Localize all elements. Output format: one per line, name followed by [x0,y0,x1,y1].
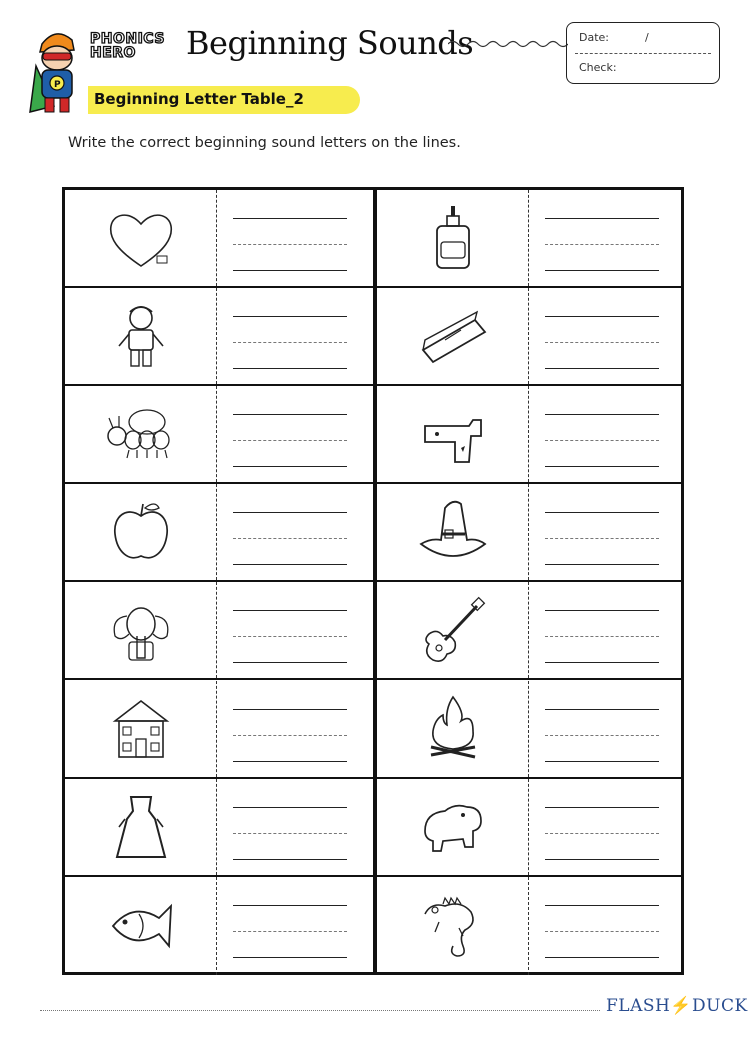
picture-box [65,190,217,286]
writing-lines[interactable] [545,190,665,286]
date-check-box [566,22,720,84]
writing-lines[interactable] [545,288,665,384]
writing-lines[interactable] [233,190,353,286]
caterpillar-icon [103,396,179,472]
worksheet-cell [377,190,681,288]
writing-line-bottom [545,662,659,663]
writing-line-mid [545,636,659,637]
writing-lines[interactable] [233,779,353,875]
writing-line-bottom [233,270,347,271]
dress-icon [103,789,179,865]
writing-line-top [233,610,347,611]
writing-line-top [233,218,347,219]
worksheet-grid [62,187,684,975]
writing-lines[interactable] [545,877,665,975]
writing-line-mid [545,538,659,539]
worksheet-cell [65,484,373,582]
glue-icon [415,200,491,276]
writing-line-mid [545,833,659,834]
writing-line-mid [233,244,347,245]
worksheet-cell [377,386,681,484]
writing-line-top [545,709,659,710]
writing-line-mid [545,931,659,932]
hat-icon [415,494,491,570]
worksheet-cell [377,877,681,975]
picture-box [65,681,217,777]
worksheet-cell [65,288,373,386]
picture-box [377,681,529,777]
picture-box [377,386,529,482]
writing-lines[interactable] [545,386,665,482]
worksheet-cell [65,779,373,877]
worksheet-cell [377,681,681,779]
writing-line-top [545,316,659,317]
writing-line-mid [233,342,347,343]
picture-box [65,484,217,580]
instruction-text: Write the correct beginning sound letters on the lines. [68,135,461,151]
writing-lines[interactable] [233,877,353,975]
flash-duck-logo [606,996,748,1016]
hero-mascot-icon [28,26,86,118]
gun-icon [415,396,491,472]
guitar-icon [415,592,491,668]
writing-line-top [233,905,347,906]
writing-line-top [545,218,659,219]
subtitle: Beginning Letter Table_2 [94,90,304,108]
heart-icon [103,200,179,276]
picture-box [377,288,529,384]
worksheet-cell [377,779,681,877]
writing-line-top [233,414,347,415]
writing-line-bottom [233,662,347,663]
writing-lines[interactable] [233,484,353,580]
chameleon-icon [415,888,491,964]
writing-line-bottom [545,957,659,958]
logo-line-2: HERO [90,45,136,61]
writing-line-mid [545,735,659,736]
date-slash: / [645,31,649,44]
writing-line-mid [233,833,347,834]
writing-lines[interactable] [233,681,353,777]
gum-icon [415,298,491,374]
worksheet-cell [65,877,373,975]
picture-box [65,877,217,975]
writing-line-mid [545,342,659,343]
writing-lines[interactable] [545,484,665,580]
writing-lines[interactable] [545,779,665,875]
writing-line-top [545,414,659,415]
writing-line-top [233,316,347,317]
writing-line-bottom [545,761,659,762]
writing-line-top [233,709,347,710]
worksheet-cell [65,681,373,779]
worksheet-cell [65,386,373,484]
worksheet-cell [377,582,681,680]
worksheet-cell [377,484,681,582]
picture-box [377,877,529,975]
writing-line-mid [233,735,347,736]
picture-box [65,386,217,482]
wavy-line-icon [448,36,568,52]
writing-lines[interactable] [233,386,353,482]
writing-line-bottom [233,859,347,860]
writing-line-bottom [233,761,347,762]
writing-lines[interactable] [233,582,353,678]
brand-left: FLASH [606,996,671,1016]
page-title: Beginning Sounds [186,24,474,62]
writing-line-top [545,807,659,808]
writing-line-bottom [233,368,347,369]
picture-box [65,779,217,875]
bolt-icon: ⚡ [670,996,693,1016]
writing-lines[interactable] [545,681,665,777]
writing-line-bottom [233,466,347,467]
house-icon [103,691,179,767]
writing-line-top [545,905,659,906]
writing-line-mid [233,931,347,932]
logo-line-1: PHONICS [90,31,165,47]
fire-icon [415,691,491,767]
svg-text:P: P [54,80,61,90]
picture-box [377,484,529,580]
writing-lines[interactable] [545,582,665,678]
brand-right: DUCK [692,996,748,1016]
worksheet-cell [377,288,681,386]
writing-line-bottom [545,466,659,467]
fish-icon [103,888,179,964]
writing-line-bottom [545,368,659,369]
hippo-icon [415,789,491,865]
writing-line-mid [545,244,659,245]
boy-icon [103,298,179,374]
writing-line-top [545,610,659,611]
picture-box [377,190,529,286]
apple-icon [103,494,179,570]
writing-line-mid [233,538,347,539]
elephant-icon [103,592,179,668]
writing-line-bottom [545,859,659,860]
writing-line-top [545,512,659,513]
date-divider [575,53,711,54]
writing-line-bottom [545,564,659,565]
writing-lines[interactable] [233,288,353,384]
phonics-hero-logo [90,32,180,60]
picture-box [377,779,529,875]
writing-line-mid [233,636,347,637]
footer-divider [40,1010,600,1011]
check-label: Check: [579,61,617,74]
writing-line-bottom [233,564,347,565]
writing-line-mid [233,440,347,441]
writing-line-top [233,512,347,513]
writing-line-mid [545,440,659,441]
date-label: Date: [579,31,609,44]
picture-box [377,582,529,678]
picture-box [65,582,217,678]
writing-line-bottom [545,270,659,271]
picture-box [65,288,217,384]
writing-line-bottom [233,957,347,958]
worksheet-cell [65,582,373,680]
writing-line-top [233,807,347,808]
worksheet-cell [65,190,373,288]
subtitle-banner [88,86,360,114]
